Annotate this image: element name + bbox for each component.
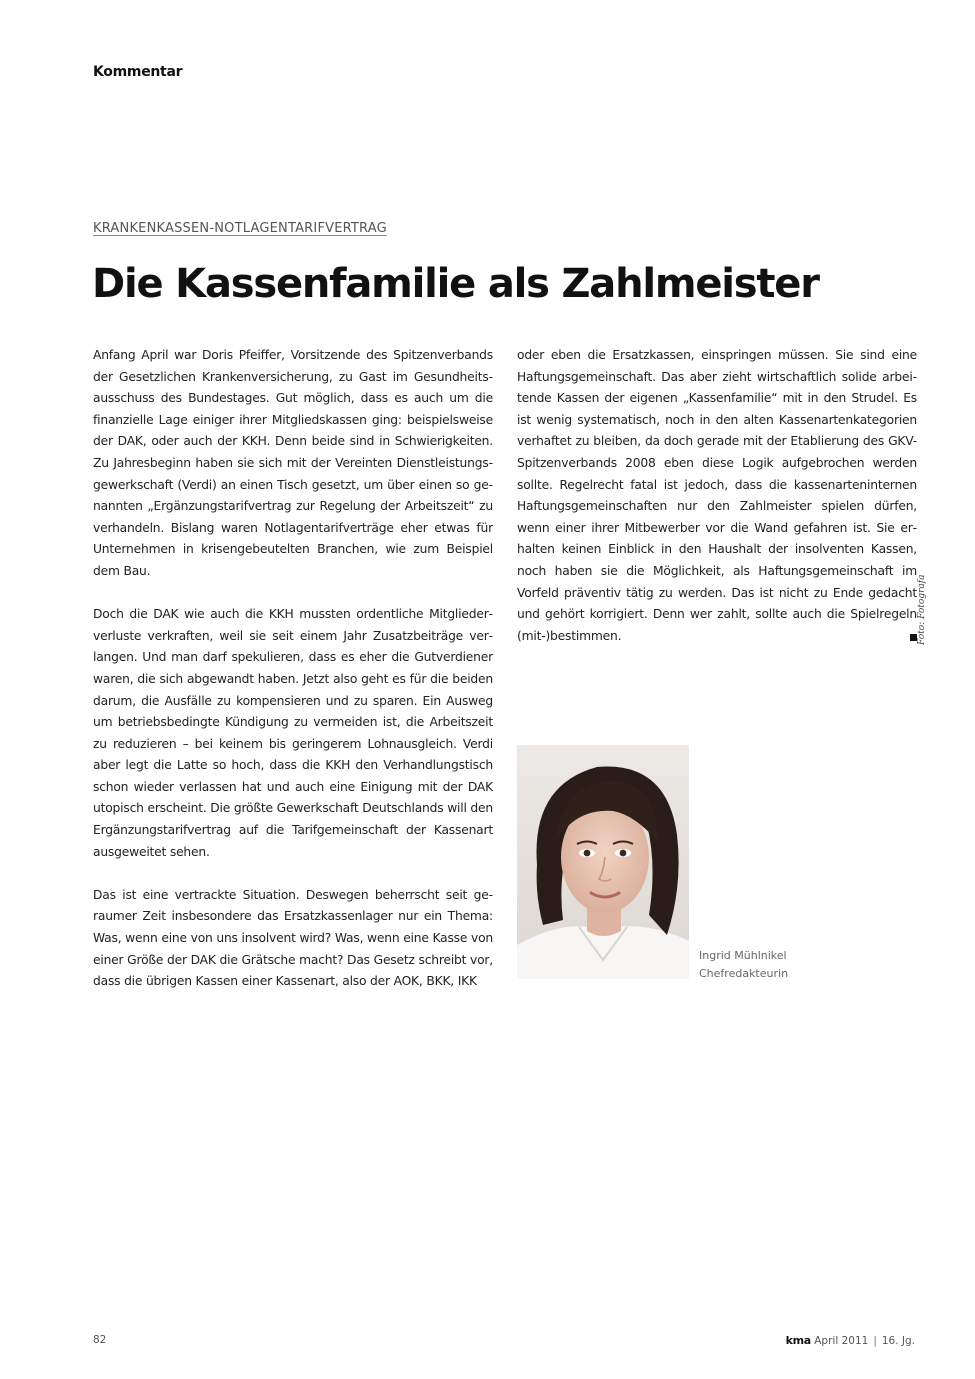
author-caption — [699, 947, 788, 983]
article-paragraph: Das ist eine vertrackte Situation. Deswegen beherrscht seit geraumer Zeit insbesondere das Ersatzkassenlager nur ein Thema: Was, wenn eine von uns insolvent wird? Was, wenn eine Kasse von einer Größe der DAK die Grätsche macht? Das Gesetz schreibt vor, dass die übrigen Kassen einer Kassenart, also der AOK, BKK, IKK — [93, 887, 493, 989]
footer-issue-info — [786, 1334, 915, 1347]
page-number: 82 — [93, 1334, 107, 1346]
article-column-left — [93, 345, 493, 993]
author-portrait-image — [517, 745, 689, 979]
article-headline: Die Kassenfamilie als Zahlmeister — [92, 261, 819, 307]
author-portrait — [517, 745, 689, 979]
volume: 16. Jg. — [881, 1335, 915, 1347]
article-paragraph-text: oder eben die Ersatzkassen, einspringen müssen. Sie sind eine Haftungsgemeinschaft. Das aber zieht wirtschaftlich solide arbeitende Kassen der eigenen „Kassenfamilie“ mit in den Strudel. Es ist wenig systematisch, noch in den alten Kassenartenkategorien verhaftet zu bleiben, da doch gerade mit der Etablierung des GKV-Spitzenverbands 2008 eben diese Logik aufgebrochen werden sollte. Regelrecht fatal ist jedoch, dass die kassenarteninternen Haftungsgemeinschaften nur den Zahlmeister spielen dürfen, wenn einer ihrer Mitbewerber vor die Wand gefahren ist. Sie erhalten keinen Einblick in den Haushalt der insolventen Kassen, noch haben sie die Möglichkeit, als Haftungsgemeinschaft im Vorfeld präventiv tätig zu werden. Das ist nicht zu Ende gedacht und gehört korrigiert. Denn wer zahlt, sollte auch die Spielregeln (mit-)bestimmen. — [517, 348, 917, 643]
footer-separator: | — [873, 1335, 877, 1347]
article-column-right — [517, 345, 917, 647]
end-of-article-square-icon — [910, 634, 917, 641]
photo-credit: Foto: Fotografa — [917, 574, 927, 645]
article-paragraph: Anfang April war Doris Pfeiffer, Vorsitzende des Spitzenverbands der Gesetzlichen Krankenversicherung, zu Gast im Gesundheitsausschuss des Bundestages. Gut möglich, dass es auch um die finanzielle Lage einiger ihrer Mitgliedskassen ging: beispielsweise der DAK, oder auch der KKH. Denn beide sind in Schwierigkeiten. Zu Jahresbeginn haben sie sich mit der Vereinten Dienstleistungsgewerkschaft (Verdi) an einen Tisch gesetzt, um über einen so genannten „Ergänzungstarifvertrag zur Regelung der Arbeitszeit“ zu verhandeln. Bislang waren Notlagentarifverträge eher etwas für Unternehmen in krisengebeutelten Branchen, wie zum Beispiel dem Bau. — [93, 348, 493, 578]
issue-date: April 2011 — [814, 1335, 869, 1347]
article-kicker: KRANKENKASSEN-NOTLAGENTARIFVERTRAG — [93, 221, 387, 236]
section-label: Kommentar — [93, 64, 183, 80]
author-role: Chefredakteurin — [699, 967, 789, 980]
article-paragraph: Doch die DAK wie auch die KKH mussten ordentliche Mitgliederverluste verkraften, weil sie seit einem Jahr Zusatzbeiträge verlangen. Und man darf spekulieren, dass es eher die Gutverdiener waren, die sich abgewandt haben. Jetzt also geht es für die beiden darum, die Ausfälle zu kompensieren und zu sparen. Ein Ausweg um betriebsbedingte Kündigung zu vermeiden ist, die Arbeitszeit zu reduzieren – bei keinem bis geringerem Lohnausgleich. Verdi aber legt die Latte so hoch, dass die KKH den Verhandlungstisch schon wieder verlassen hat und auch eine Einigung mit der DAK utopisch erscheint. Die größte Gewerkschaft Deutschlands will den Ergänzungstarifvertrag auf die Tarifgemeinschaft der Kassenart ausgeweitet sehen. — [93, 607, 493, 859]
article-paragraph-final — [517, 345, 917, 647]
magazine-brand: kma — [785, 1334, 811, 1347]
author-name: Ingrid Mühlnikel — [699, 949, 787, 962]
